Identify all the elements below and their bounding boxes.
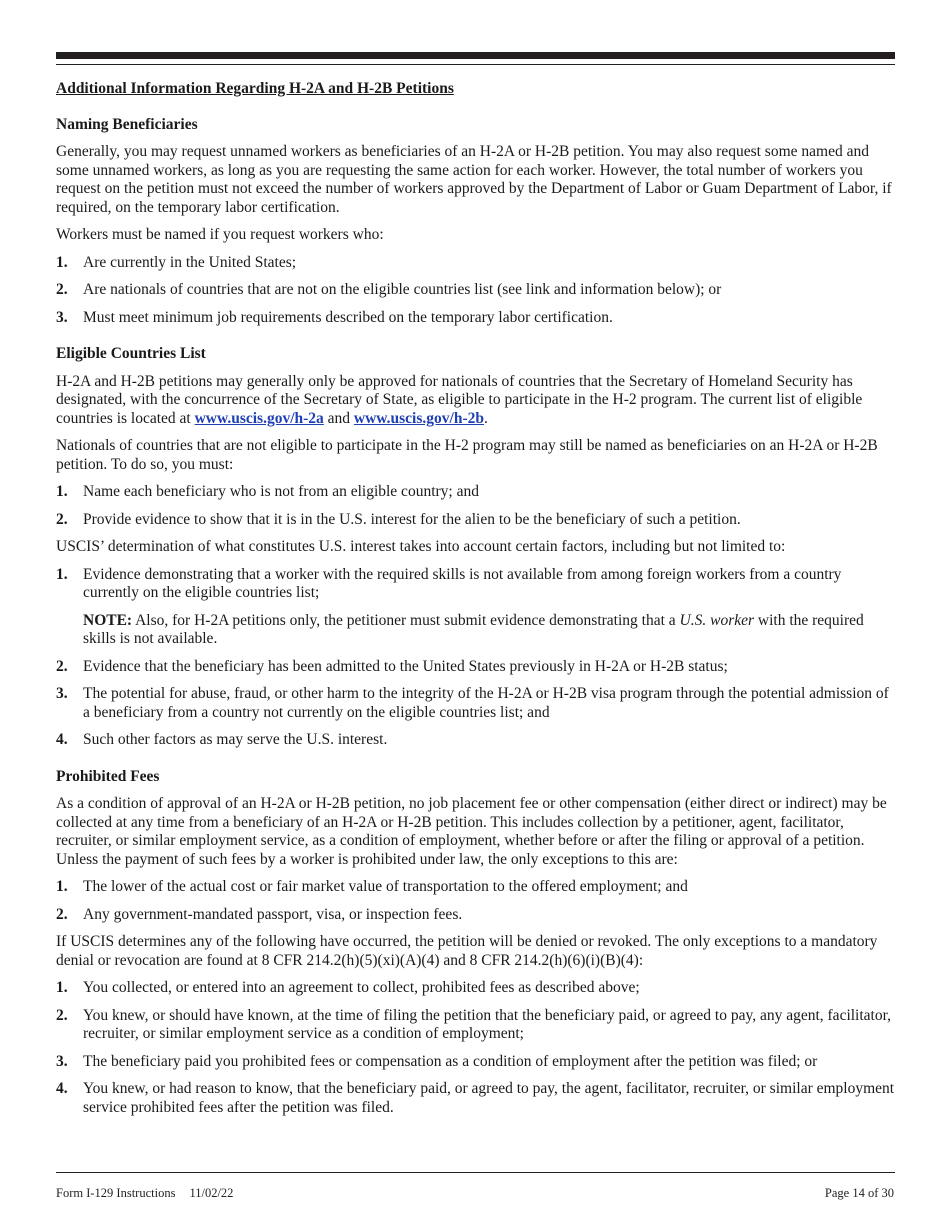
list-item: [56, 658, 895, 677]
list-item: [56, 511, 895, 530]
list-text: The beneficiary paid you prohibited fees or compensation as a condition of employment after the petition was filed; or: [83, 1052, 818, 1070]
list-text: Name each beneficiary who is not from an eligible country; and: [83, 483, 479, 500]
list-number: 1.: [56, 483, 68, 500]
note-text: Also, for H-2A petitions only, the petitioner must submit evidence demonstrating that a: [132, 611, 680, 629]
list-item: [56, 906, 895, 925]
list-text: You knew, or had reason to know, that the beneficiary paid, or agreed to pay, the agent, facilitator, recruiter, or similar employment service prohibited fees after the petition was filed.: [83, 1080, 895, 1116]
list-number: 3.: [56, 308, 68, 326]
link-uscis-h2b[interactable]: www.uscis.gov/h-2b: [353, 409, 484, 427]
note-text: with the required skills is not available.: [83, 611, 864, 647]
list-item: [56, 309, 895, 328]
list-text: Such other factors as may serve the U.S. interest.: [83, 731, 388, 748]
paragraph: USCIS’ determination of what constitutes U.S. interest takes into account certain factors, including but not limited to:: [56, 538, 786, 555]
list-text: You knew, or should have known, at the time of filing the petition that the beneficiary paid, or agreed to pay, any agent, facilitator, recruiter, or similar employment service as a condition of employment;: [83, 1006, 892, 1042]
paragraph: Nationals of countries that are not eligible to participate in the H-2 program may still be named as beneficiaries on an H-2A or H-2B petition. To do so, you must:: [56, 437, 878, 473]
link-uscis-h2a[interactable]: www.uscis.gov/h-2a: [194, 409, 324, 427]
list-item: [56, 254, 895, 273]
list-item: [56, 566, 895, 603]
list-number: 1.: [56, 878, 68, 895]
paragraph-text: and: [323, 409, 354, 427]
list-number: 1.: [56, 979, 68, 996]
page-title: Additional Information Regarding H-2A and H-2B Petitions: [56, 80, 454, 97]
paragraph: Workers must be named if you request workers who:: [56, 226, 384, 243]
list-number: 2.: [56, 281, 68, 298]
list-number: 3.: [56, 685, 68, 702]
paragraph: As a condition of approval of an H-2A or H-2B petition, no job placement fee or other compensation (either direct or indirect) may be collected at any time from a beneficiary of an H-2A or H-2B petition. This includes collection by a petitioner, agent, facilitator, recruiter, or similar employment service, as a condition of employment, whether before or after the filing or approval of a petition. Unless the payment of such fees by a worker is prohibited under law, the only exceptions to this are:: [56, 795, 887, 868]
section-heading: Eligible Countries List: [56, 345, 206, 362]
page-content: [56, 80, 895, 1126]
header-thin-rule: [56, 64, 895, 65]
list-item: [56, 483, 895, 502]
footer-edition-date: 11/02/22: [189, 1186, 234, 1200]
list-number: 2.: [56, 510, 68, 528]
list-number: 2.: [56, 905, 68, 923]
list-text: You collected, or entered into an agreement to collect, prohibited fees as described above;: [83, 979, 640, 996]
list-text: Are currently in the United States;: [83, 253, 297, 271]
list-item: [56, 685, 895, 722]
list-text: Provide evidence to show that it is in the U.S. interest for the alien to be the beneficiary of such a petition.: [83, 510, 741, 528]
list-number: 3.: [56, 1052, 68, 1070]
paragraph: Generally, you may request unnamed workers as beneficiaries of an H-2A or H-2B petition. You may also request some named and some unnamed workers, as long as you are requesting the same action for each worker. However, the total number of workers you request on the petition must not exceed the number of workers approved by the Department of Labor or Guam Department of Labor, if required, on the temporary labor certification.: [56, 143, 892, 216]
paragraph-text: .: [483, 409, 488, 427]
list-number: 1.: [56, 565, 68, 583]
list-text: Must meet minimum job requirements described on the temporary labor certification.: [83, 308, 613, 326]
paragraph-text: H-2A and H-2B petitions may generally only be approved for nationals of countries that the Secretary of Homeland Security has designated, with the concurrence of the Secretary of State, as eligible to participate in the H-2 program. The current list of eligible countries is located at: [56, 372, 863, 427]
list-item: [56, 731, 895, 750]
list-item: [56, 1080, 895, 1117]
list-text: Any government-mandated passport, visa, or inspection fees.: [83, 905, 463, 923]
list-text: Evidence that the beneficiary has been admitted to the United States previously in H-2A or H-2B status;: [83, 657, 728, 675]
list-number: 2.: [56, 1006, 68, 1024]
list-text: Are nationals of countries that are not on the eligible countries list (see link and information below); or: [83, 281, 722, 298]
list-text: The lower of the actual cost or fair market value of transportation to the offered employment; and: [83, 878, 688, 895]
section-eligible-countries: [56, 345, 895, 750]
header-thick-rule: [56, 52, 895, 59]
section-prohibited-fees: [56, 768, 895, 1118]
note-emphasis: U.S. worker: [679, 611, 755, 629]
list-item: [56, 979, 895, 998]
footer-form-name: Form I-129 Instructions: [56, 1186, 176, 1200]
list-number: 1.: [56, 253, 68, 271]
note: [83, 612, 895, 649]
list-item: [56, 1053, 895, 1072]
footer-rule: [56, 1172, 895, 1173]
footer-form-info: [56, 1186, 233, 1201]
list-item: [56, 281, 895, 300]
list-number: 4.: [56, 731, 68, 748]
note-label: NOTE:: [83, 611, 133, 629]
footer-page-number: Page 14 of 30: [824, 1186, 894, 1200]
section-heading: Naming Beneficiaries: [56, 115, 198, 133]
list-item: [56, 1007, 895, 1044]
list-number: 2.: [56, 657, 68, 675]
list-number: 4.: [56, 1080, 68, 1097]
section-heading: Prohibited Fees: [56, 767, 160, 785]
section-naming-beneficiaries: [56, 116, 895, 328]
list-text: The potential for abuse, fraud, or other harm to the integrity of the H-2A or H-2B visa program through the potential admission of a beneficiary from a country not currently on the eligible countries list; and: [83, 685, 889, 721]
list-item: [56, 878, 895, 897]
paragraph: [56, 373, 895, 429]
paragraph: If USCIS determines any of the following have occurred, the petition will be denied or revoked. The only exceptions to a mandatory denial or revocation are found at 8 CFR 214.2(h)(5)(xi)(A)(4) and 8 CFR 214.2(h)(6)(i)(B)(4):: [56, 933, 878, 969]
list-text: Evidence demonstrating that a worker with the required skills is not available from among foreign workers from a country currently on the eligible countries list;: [83, 565, 842, 601]
